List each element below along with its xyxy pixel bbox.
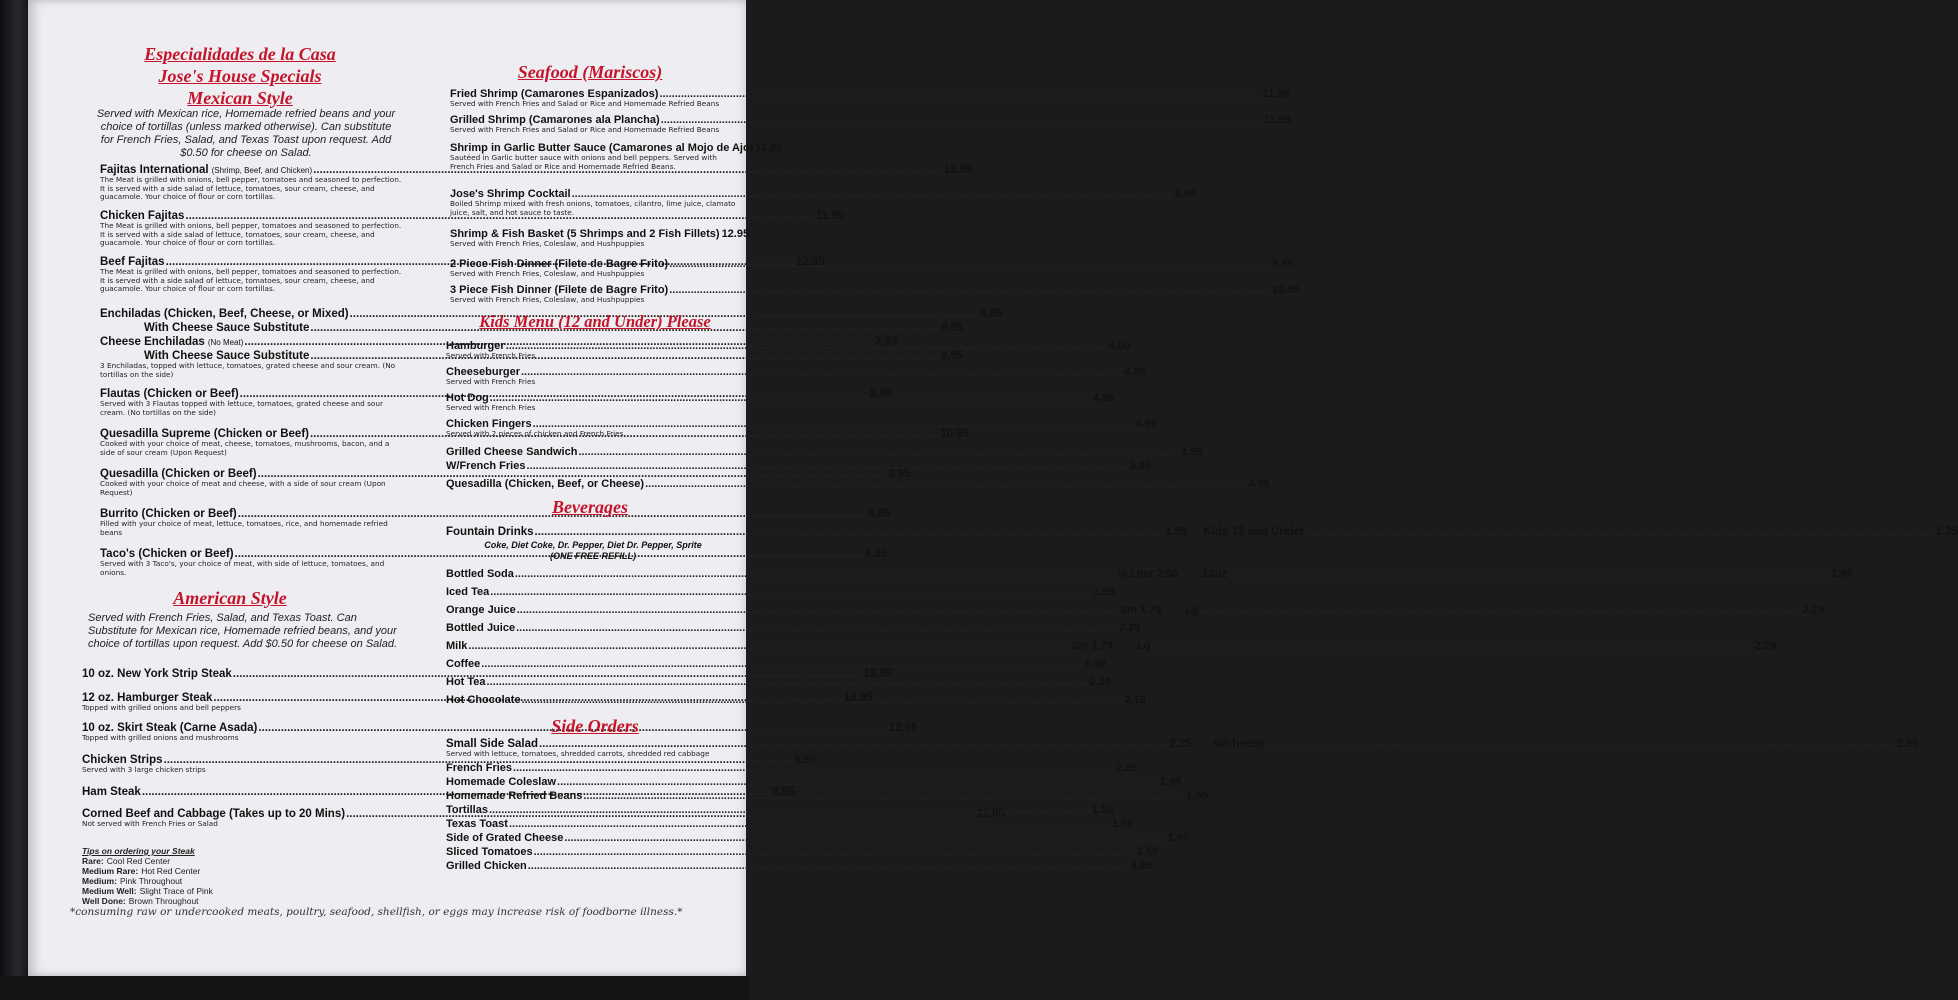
- mexican-item-name: Quesadilla (Chicken or Beef): [100, 468, 257, 480]
- mexican-item-name: Chicken Fajitas: [100, 210, 185, 222]
- american-item-desc: Topped with grilled onions and bell peppers: [82, 703, 241, 712]
- beverage-item: [446, 676, 1112, 688]
- kids-item: [446, 446, 1203, 458]
- side-item-name: Grilled Chicken: [446, 860, 527, 872]
- side-salad-label: Small Side Salad: [446, 738, 539, 750]
- mexican-item-name: Fajitas International: [100, 164, 209, 176]
- side-item-price: 4.95: [1130, 860, 1153, 872]
- mexican-item-price: 13.95: [943, 164, 973, 176]
- steak-tip-doneness: Medium Rare:: [82, 866, 139, 876]
- beverage-item-small: Sm 1.79: [1119, 604, 1162, 616]
- american-item-price: 11.95: [976, 808, 1005, 820]
- side-item: [446, 776, 1182, 788]
- beverage-item-price: 2.29: [1119, 622, 1141, 634]
- mexican-item-note: (Shrimp, Beef, and Chicken): [211, 166, 313, 175]
- beverage-item-name: Orange Juice: [446, 604, 516, 616]
- mexican-item: [100, 308, 1003, 320]
- seafood-item-price: 11.95: [755, 142, 783, 154]
- kids-item-name: W/French Fries: [446, 460, 526, 472]
- kids-item-price: 4.50: [1108, 340, 1131, 352]
- side-item-name: Homemade Coleslaw: [446, 776, 557, 788]
- seafood-item-desc: Served with French Fries, Coleslaw, and Hushpuppies: [450, 239, 645, 248]
- mexican-item-price: 8.95: [870, 388, 893, 400]
- american-item-name: 12 oz. Hamburger Steak: [82, 692, 213, 704]
- fountain-drinks-row: [446, 526, 1958, 538]
- seafood-item: [450, 228, 750, 249]
- mexican-item-desc: The Meat is grilled with onions, bell pepper, tomatoes and seasoned to perfection. It is served with a side salad of lettuce, tomatoes, sour cream, cheese, and guacamole. Your choice of flour or corn tortillas.: [100, 267, 402, 294]
- steak-tip-description: Pink Throughout: [119, 876, 183, 886]
- kids-item: [446, 366, 1146, 387]
- steak-tip-description: Cool Red Center: [106, 856, 171, 866]
- american-item-price: 9.95: [772, 786, 795, 798]
- kids-item-name: Quesadilla (Chicken, Beef, or Cheese): [446, 478, 645, 490]
- kids-item: [446, 478, 1270, 490]
- beverage-item-price: 2.29: [1802, 604, 1825, 616]
- kids-item-name: Hamburger: [446, 340, 505, 352]
- side-salad-desc: Served with lettuce, tomatoes, shredded carrots, shredded red cabbage: [446, 749, 710, 758]
- kids-item: [446, 460, 1151, 472]
- side-item-name: Side of Grated Cheese: [446, 832, 564, 844]
- steak-tip-doneness: Well Done:: [82, 896, 126, 906]
- mexican-item-name: Cheese Enchiladas: [100, 336, 205, 348]
- side-salad-price: 2.25: [1169, 738, 1192, 750]
- american-intro: Served with French Fries, Salad, and Texas Toast. Can Substitute for Mexican rice, Homemade refried beans, and your choice of tortillas upon request. Add $0.50 for cheese on Salad.: [88, 612, 398, 650]
- side-salad-row: [446, 738, 1919, 759]
- mexican-item-note: (No Meat): [207, 338, 244, 347]
- mexican-item-price: 9.95: [940, 322, 964, 334]
- side-item: [446, 818, 1134, 830]
- binder-edge: [0, 0, 30, 1000]
- mexican-item-desc: The Meat is grilled with onions, bell pepper, tomatoes and seasoned to perfection. It is served with a side salad of lettuce, tomatoes, sour cream, cheese, and guacamole. Your choice of flour or corn tortillas.: [100, 175, 402, 202]
- house-specials-title-en: Jose's House Specials: [158, 66, 322, 86]
- seafood-item-desc: Served with French Fries, Coleslaw, and Hushpuppies: [450, 295, 645, 304]
- seafood-item: [450, 284, 1300, 305]
- kids-item-name: Grilled Cheese Sandwich: [446, 446, 578, 458]
- mexican-item-desc: Cooked with your choice of meat, cheese, tomatoes, mushrooms, bacon, and a side of sour cream (Upon Request): [100, 439, 390, 457]
- mexican-item-desc: Served with 3 Taco's, your choice of meat, with side of lettuce, tomatoes, and onions.: [100, 559, 385, 577]
- side-item: [446, 762, 1138, 774]
- kids-item-price: 4.95: [1135, 418, 1158, 430]
- seafood-item-price: 11.95: [1263, 114, 1291, 126]
- american-item-name: Chicken Strips: [82, 754, 163, 766]
- steak-tip-description: Brown Throughout: [128, 896, 199, 906]
- seafood-item-desc: Sautéed in Garlic butter sauce with onions and bell peppers. Served with French Fries and Salad or Rice and Homemade Refried Beans.: [450, 153, 717, 171]
- seafood-item-name: 3 Piece Fish Dinner (Filete de Bagre Frito): [450, 284, 669, 296]
- beverage-item-large-label: Lg: [1185, 604, 1199, 616]
- free-refill-note: (ONE FREE REFILL): [550, 551, 636, 561]
- beverage-item-price: 1.95: [1830, 568, 1853, 580]
- beverage-item-name: Hot Tea: [446, 676, 486, 688]
- american-item: [82, 668, 892, 680]
- side-item: [446, 846, 1159, 858]
- beverage-item-price: 1.99: [1093, 586, 1115, 598]
- side-item-name: Homemade Refried Beans: [446, 790, 583, 802]
- steak-tip-doneness: Medium:: [82, 876, 117, 886]
- steak-tip-doneness: Medium Well:: [82, 886, 137, 896]
- side-item-price: 1.50: [1167, 832, 1189, 844]
- beverage-item: [446, 658, 1106, 670]
- american-item-desc: Topped with grilled onions and mushrooms: [82, 733, 239, 742]
- side-salad-cheese-price: 2.95: [1896, 738, 1919, 750]
- mexican-item-name: Flautas (Chicken or Beef): [100, 388, 239, 400]
- mexican-item-price: 12.95: [796, 256, 825, 268]
- seafood-item-price: 9.95: [1272, 258, 1294, 270]
- seafood-item-price: 10.95: [1272, 284, 1300, 296]
- steak-tip-description: Slight Trace of Pink: [139, 886, 213, 896]
- american-item-name: 10 oz. New York Strip Steak: [82, 668, 232, 680]
- mexican-item-name: Quesadilla Supreme (Chicken or Beef): [100, 428, 309, 440]
- side-item-name: French Fries: [446, 762, 513, 774]
- steak-tip: [82, 866, 282, 876]
- american-item-price: 13.95: [863, 668, 892, 680]
- side-item-price: 1.50: [1112, 818, 1134, 830]
- steak-tips: [82, 846, 282, 906]
- kids-item-price: 4.95: [1248, 478, 1270, 490]
- steak-tip-description: Hot Red Center: [141, 866, 201, 876]
- mexican-item-name: With Cheese Sauce Substitute: [144, 322, 310, 334]
- beverage-item: [446, 568, 1853, 580]
- mexican-item-price: 10.95: [940, 428, 970, 440]
- mexican-item-price: 8.95: [980, 308, 1003, 320]
- side-salad-cheese-label: w/cheese: [1213, 738, 1266, 750]
- mexican-item-price: 8.95: [940, 350, 964, 362]
- beverage-item-large-label: 12oz: [1202, 568, 1227, 580]
- kids-item-name: Cheeseburger: [446, 366, 520, 378]
- seafood-item: [450, 88, 1290, 109]
- side-orders-title: Side Orders: [551, 716, 639, 736]
- steak-tip: [82, 896, 282, 906]
- seafood-item-name: Grilled Shrimp (Camarones ala Plancha): [450, 114, 660, 126]
- steak-tip: [82, 876, 282, 886]
- beverage-item-small: Sm 1.79: [1071, 640, 1114, 652]
- binder-bottom: [0, 976, 750, 1000]
- seafood-item-desc: Served with French Fries, Coleslaw, and Hushpuppies: [450, 269, 645, 278]
- kids-item-price: 4.95: [1124, 366, 1146, 378]
- seafood-item-name: Shrimp in Garlic Butter Sauce (Camarones al Mojo de Ajo): [450, 142, 754, 154]
- american-item-name: Ham Steak: [82, 786, 141, 798]
- mexican-item-desc: Cooked with your choice of meat and cheese, with a side of sour cream (Upon Request): [100, 479, 386, 497]
- foodborne-warning: *consuming raw or undercooked meats, poultry, seafood, shellfish, or eggs may increase risk of foodborne illness.*: [70, 906, 683, 918]
- beverage-item-name: Bottled Juice: [446, 622, 516, 634]
- side-item-name: Tortillas: [446, 804, 488, 816]
- kids-item-name: Hot Dog: [446, 392, 489, 404]
- seafood-item: [450, 114, 1291, 135]
- house-specials-title-es: Especialidades de la Casa: [144, 44, 336, 64]
- side-item-price: 2.25: [1116, 762, 1138, 774]
- side-item-name: Texas Toast: [446, 818, 508, 830]
- steak-tip: [82, 856, 282, 866]
- kids-item-desc: Served with French Fries: [446, 351, 536, 360]
- beverage-item-price: 2.19: [1124, 694, 1147, 706]
- beverage-item-name: Hot Chocolate: [446, 694, 521, 706]
- kids-drinks-price: 1.25: [1935, 526, 1958, 538]
- beverage-item-large-label: Lg: [1137, 640, 1151, 652]
- kids-item-price: 1.99: [1181, 446, 1203, 458]
- mexican-item-price: 7.95: [874, 336, 898, 348]
- kids-item-price: 3.95: [1129, 460, 1151, 472]
- american-item-desc: Served with 3 large chicken strips: [82, 765, 206, 774]
- seafood-title: Seafood (Mariscos): [517, 62, 663, 82]
- kids-menu-title: Kids Menu (12 and Under) Please: [479, 312, 711, 331]
- seafood-item-price: 9.95: [1174, 188, 1197, 200]
- mexican-item-price: 8.95: [888, 468, 911, 480]
- side-item-name: Sliced Tomatoes: [446, 846, 533, 858]
- beverage-item: [446, 640, 1776, 652]
- kids-item-desc: Served with French Fries: [446, 377, 536, 386]
- mexican-style-title: Mexican Style: [187, 88, 293, 108]
- steak-tips-title: Tips on ordering your Steak: [82, 846, 195, 856]
- mexican-item-desc: Served with 3 Flautas topped with lettuce, tomatoes, grated cheese and sour cream. (No tortillas on the side): [100, 399, 383, 417]
- fountain-drinks-label: Fountain Drinks: [446, 526, 534, 538]
- mexican-item: [100, 322, 964, 334]
- seafood-item-name: Jose's Shrimp Cocktail: [450, 188, 571, 200]
- beverage-item-price: 2.29: [1754, 640, 1776, 652]
- steak-tip: [82, 886, 282, 896]
- mexican-item-desc: The Meat is grilled with onions, bell pepper, tomatoes and seasoned to perfection. It is served with a side salad of lettuce, tomatoes, sour cream, cheese, and guacamole. Your choice of flour or corn tortillas.: [100, 221, 402, 248]
- beverage-item-price: 1.49: [1084, 658, 1106, 670]
- kids-item-desc: Served with French Fries: [446, 403, 536, 412]
- beverage-item: [446, 586, 1115, 598]
- mexican-item-desc: 3 Enchiladas, topped with lettuce, tomatoes, grated cheese and sour cream. (No tortillas on the side): [100, 361, 396, 379]
- kids-item-price: 4.95: [1092, 392, 1115, 404]
- beverage-item-name: Milk: [446, 640, 468, 652]
- beverage-item-name: Bottled Soda: [446, 568, 514, 580]
- seafood-item-desc: Served with French Fries and Salad or Rice and Homemade Refried Beans: [450, 125, 720, 134]
- kids-drinks-label: Kids 12 and Under: [1203, 526, 1305, 538]
- american-style-title: American Style: [173, 588, 287, 608]
- kids-item-desc: Served with 2 pieces of chicken and French Fries: [446, 429, 624, 438]
- seafood-item-price: 11.95: [1262, 88, 1290, 100]
- seafood-item-desc: Served with French Fries and Salad or Rice and Homemade Refried Beans: [450, 99, 720, 108]
- side-item: [446, 832, 1189, 844]
- american-item-name: Corned Beef and Cabbage (Takes up to 20 Mins): [82, 808, 346, 820]
- mexican-item-name: Enchiladas (Chicken, Beef, Cheese, or Mixed): [100, 308, 349, 320]
- beverage-item-name: Coffee: [446, 658, 481, 670]
- kids-item-name: Chicken Fingers: [446, 418, 532, 430]
- american-item-price: 12.95: [888, 722, 918, 734]
- seafood-item-price: 12.95: [721, 228, 750, 240]
- mexican-item-price: 8.95: [864, 548, 888, 560]
- seafood-item: [450, 142, 783, 171]
- beverage-item-small: ½ Liter 2.50: [1117, 568, 1179, 580]
- american-item-price: 9.95: [793, 754, 817, 766]
- side-item-price: 1.95: [1186, 790, 1208, 802]
- mexican-item-price: 11.95: [815, 210, 844, 222]
- seafood-item-name: Shrimp & Fish Basket (5 Shrimps and 2 Fish Fillets): [450, 228, 720, 240]
- american-item-price: 10.95: [843, 692, 873, 704]
- american-item-name: 10 oz. Skirt Steak (Carne Asada): [82, 722, 258, 734]
- beverage-item-name: Iced Tea: [446, 586, 490, 598]
- mexican-item-name: Taco's (Chicken or Beef): [100, 548, 234, 560]
- side-item-price: 1.95: [1160, 776, 1182, 788]
- seafood-item-name: Fried Shrimp (Camarones Espanizados): [450, 88, 659, 100]
- mexican-item-name: With Cheese Sauce Substitute: [144, 350, 310, 362]
- mexican-item-price: 8.95: [868, 508, 891, 520]
- side-item-price: 1.50: [1092, 804, 1114, 816]
- beverage-item-price: 2.19: [1089, 676, 1112, 688]
- beverages-title: Beverages: [552, 497, 628, 517]
- mexican-item-name: Burrito (Chicken or Beef): [100, 508, 237, 520]
- seafood-item-name: 2 Piece Fish Dinner (Filete de Bagre Frito): [450, 258, 669, 270]
- fountain-drinks-price: 1.99: [1164, 526, 1188, 538]
- beverage-item: [446, 622, 1141, 634]
- fountain-note: Coke, Diet Coke, Dr. Pepper, Diet Dr. Pepper, Sprite: [484, 540, 702, 550]
- mexican-item-name: Beef Fajitas: [100, 256, 165, 268]
- steak-tip-doneness: Rare:: [82, 856, 104, 866]
- beverage-item: [446, 604, 1825, 616]
- mexican-intro: Served with Mexican rice, Homemade refried beans and your choice of tortillas (unless marked otherwise). Can substitute for French Fries, Salad, and Texas Toast upon request. Add $0.50 for cheese on Salad.: [96, 108, 396, 159]
- mexican-item-desc: Filled with your choice of meat, lettuce, tomatoes, rice, and homemade refried beans: [100, 519, 388, 537]
- seafood-item-desc: Boiled Shrimp mixed with fresh onions, tomatoes, cilantro, lime juice, clamato juice, salt, and hot sauce to taste.: [450, 199, 736, 217]
- american-item-desc: Not served with French Fries or Salad: [82, 819, 218, 828]
- side-item-price: 1.50: [1136, 846, 1159, 858]
- side-item: [446, 860, 1153, 872]
